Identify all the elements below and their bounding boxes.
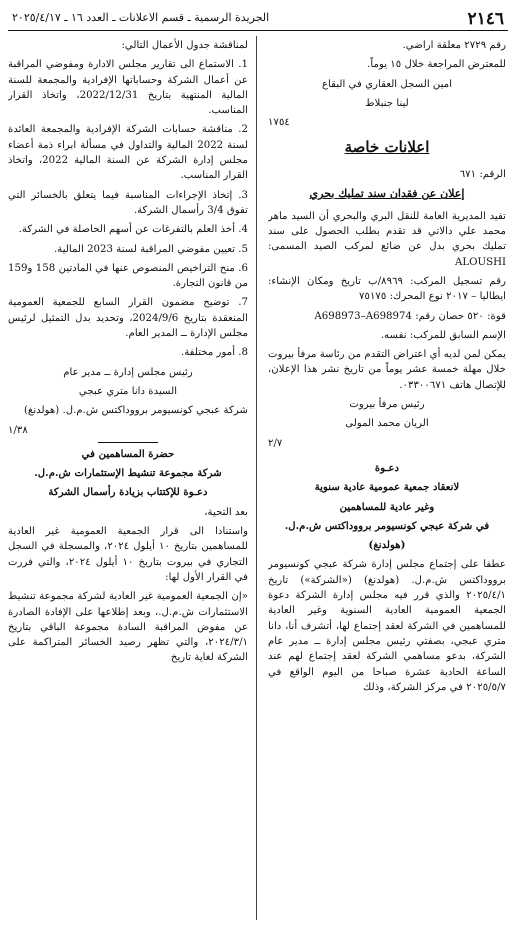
notice-line: للمعترض المراجعة خلال ١٥ يوماً. [367,59,506,71]
agenda-item: 7. توضيح مضمون القرار السابع للجمعية العمومية المنعقدة بتاريخ 2024/9/6، وتحديد بدل التمثيل لرئيس مجلس الإدارة ــ المدير العام. [8,297,248,340]
signer-title: امين السجل العقاري في البقاع [321,78,453,90]
page-number: ٢١٤٦ [467,9,504,29]
ad-capital-increase [8,447,248,666]
ad-title-line: وغير عادية للمساهمين [339,500,435,513]
signer-title: رئيس مجلس إدارة ــ مدير عام [63,366,193,378]
agenda-item: 8. أمور مختلفة. [180,347,248,359]
agenda-item: 2. مناقشة حسابات الشركة الإفرادية والمجمعة العائدة لسنة 2022 المالية والتداول في مسألة ابراء ذمة أعضاء مجلس إدارة الشركة عن السنة المالية 2022، واتخاذ القرار المناسب. [8,124,248,182]
reference-number: ١٧٥٤ [268,117,290,129]
signer-name: لينا جنبلاط [365,97,409,109]
ad-body: تفيد المديرية العامة للنقل البري والبحري أن السيد ماهر محمد علي دالاتي قد تقدم بطلب الحصول على سند تمليك بحري بدل عن ضائع لمركب الصيد المسمى: ALOUSHI [268,210,506,268]
ad-greeting: بعد التحية، [204,506,248,518]
column-divider [256,36,257,920]
ad-title-line: حضرة المساهمين في [81,447,175,460]
agenda-item: 1. الاستماع الى تقارير مجلس الادارة ومفوضي المراقبة عن أعمال الشركة وحساباتها الإفرادية والمجمعة للسنة المالية المنتهية بتاريخ 2022/12/31، واتخاذ القرار المناسب. [8,59,248,117]
reference-number: ٢/٧ [268,437,283,449]
land-registry-notice [268,38,506,130]
ad-number: الرقم: ٦٧١ [459,168,506,180]
signer-name: الريان محمد المولى [345,418,429,430]
page-header [8,6,508,31]
ad-title: إعلان عن فقدان سند تمليك بحري [309,187,465,201]
ad-kicker: دعـوة [374,461,400,474]
ad-previous-name: الإسم السابق للمركب: نفسه. [380,329,506,341]
agenda-item: 6. منح التراخيص المنصوص عنها في المادتين 158 و159 من قانون التجارة. [8,262,248,290]
ad-body: واستنادا الى قرار الجمعية العمومية غير العادية للمساهمين بتاريخ ١٠ أيلول ٢٠٢٤، والمسجلة في السجل التجاري في بيروت بتاريخ ١٠ أيلول ٢٠٢٤، والتي فررت في القرار الأول لها: [8,526,248,583]
ad-body: عطفا على إجتماع مجلس إدارة شركة عبجي كونسيومر برووداكتس ش.م.ل. (هولدنغ) («الشركة») تاريخ ٢٠٢٥/٤/١ والذي قرر فيه مجلس إدارة الشركة دعوة الجمعية العمومية العادية السنوية وغير العادية للمساهمين في الشركة لعقد إجتماع لها، أتشرف أنا، دانا متري عبجي، بصفتي رئيس مجلس إدارة ــ مدير عام الشركة، بدعو مساهمي الشركة لعقد إجتماع لهم عند الساعة الحادية عشرة صباحا من اليوم الواقع في ٢٠٢٥/٥/٧ في مركز الشركة، وذلك [268,559,506,693]
gazette-running-title: الجريدة الرسمية ـ قسم الاعلانات ـ العدد ١٦ ـ ٢٠٢٥/٤/١٧ [12,11,270,24]
agenda-list [8,57,248,360]
ad-body: «إن الجمعية العمومية غير العادية لشركة مجموعة تنشيط الاستثمارات ش.م.ل.، وبعد إطلاعها على الإفادة الصادرة عن مفوض المراقبة السادة مجموعة الباقي بتاريخ ٢٠٢٤/٣/١، والتي تظهر رصيد الخسائر المتراكمة على الشركة لغاية تاريخ [8,591,248,664]
agenda-item: 3. إتخاذ الإجراءات المناسبة فيما يتعلق بالخسائر التي تفوق 3/4 رأسمال الشركة. [8,189,248,216]
signer-title: رئيس مرفأ بيروت [349,399,425,411]
separator [98,442,158,443]
ad-lost-deed [268,167,506,451]
reference-number: ١/٣٨ [8,424,28,436]
ad-title-line: في شركة عبجي كونسيومر برووداكتس ش.م.ل. [284,519,490,532]
agenda-item: 4. أخذ العلم بالتفرغات عن أسهم الحاصلة في الشركة. [18,224,248,236]
signer-name: السيدة دانا متري عبجي [78,385,178,397]
ad-registration: رقم تسجيل المركب: ٨٩٦٩/ب تاريخ ومكان الإنشاء: ايطاليا – ٢٠١٧ نوع المحرك: ٧٥١٧٥ [268,275,506,303]
company-name: شركة عبجي كونسيومر برووداكتس ش.م.ل. (هولدنغ) [23,405,248,417]
ad-general-assembly [268,461,506,695]
ad-title-line: (هولدنغ) [368,539,406,552]
ad-title-line: شركة مجموعة تنشيط الإستثمارات ش.م.ل. [34,467,222,480]
left-column [8,38,248,924]
section-title: اعلانات خاصة [344,138,430,157]
right-column [268,38,506,924]
ad-title-line: لانعقاد جمعية عمومية عادية سنوية [314,481,460,494]
ad-power: قوة: ٥٢٠ حصان رقم: A698973–A698974 [314,310,506,322]
ad-title-line: دعـوة للإكتتاب بزيادة رأسمال الشركة [48,486,208,499]
notice-line: رقم ٢٧٢٩ معلقة اراضي. [402,40,506,51]
ad-objection: يمكن لمن لديه أي اعتراض التقدم من رئاسة مرفأ بيروت خلال مهلة خمسة عشر يوماً من تاريخ نشر هذا الإعلان، للإتصال هاتف ٠٣٣٠٠٦٧١. [268,349,506,391]
agenda-intro: لمناقشة جدول الأعمال التالي: [121,40,248,51]
agenda-item: 5. تعيين مفوضي المراقبة لسنة 2023 المالية. [54,243,248,255]
